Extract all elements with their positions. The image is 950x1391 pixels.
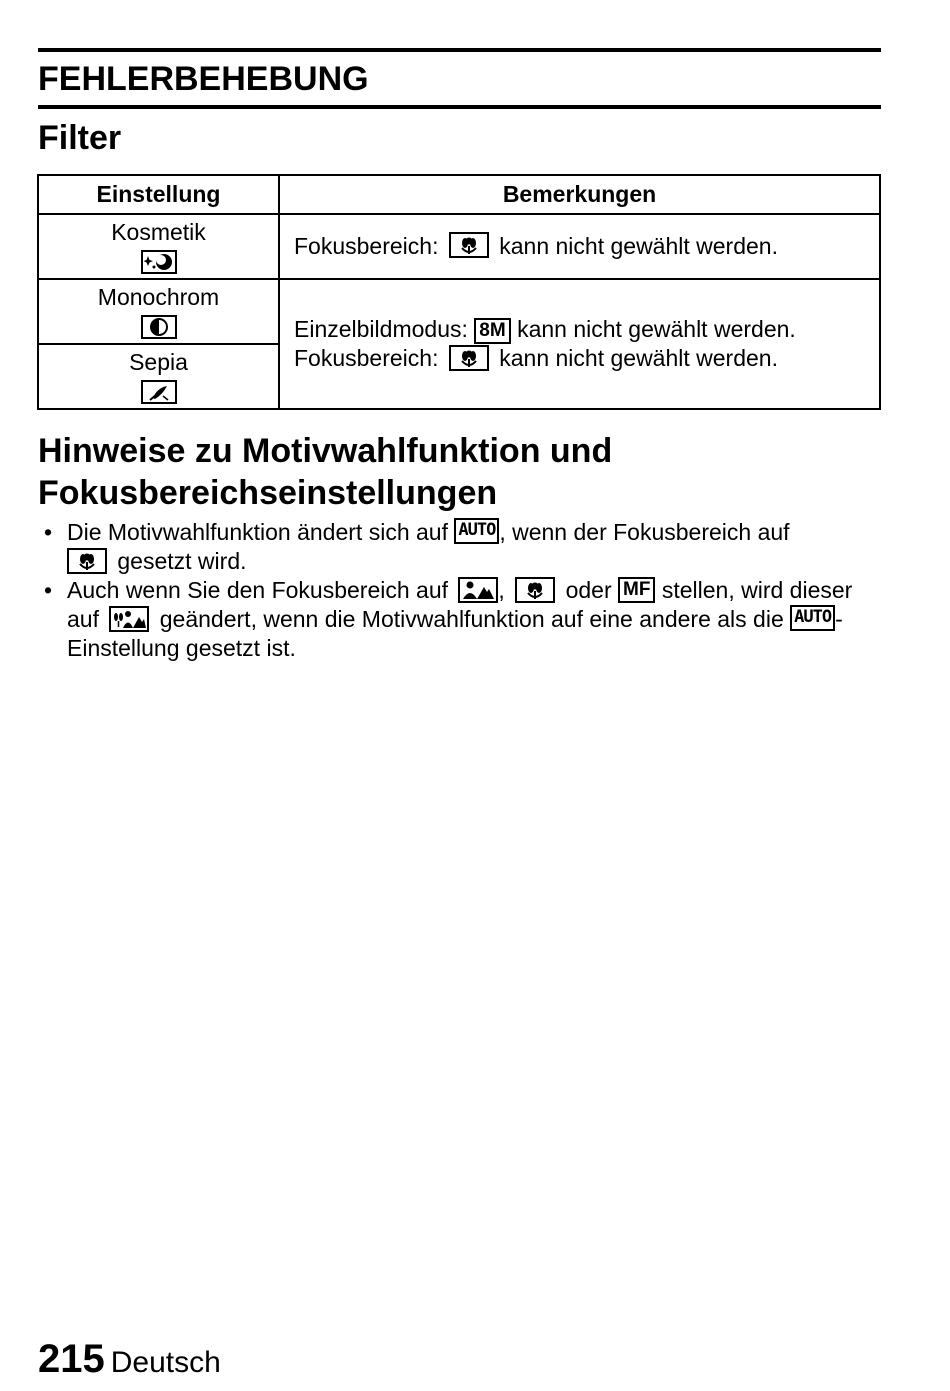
note-text: gesetzt wird. <box>117 547 247 574</box>
note-text: Auch wenn Sie den Fokusbereich auf <box>67 576 449 603</box>
cosmetic-icon <box>141 250 177 274</box>
notes-heading <box>38 430 612 514</box>
remarks-cell <box>279 214 880 279</box>
not-selectable-text: kann nicht gewählt werden. <box>499 345 778 371</box>
column-header-remarks: Bemerkungen <box>279 175 880 214</box>
remarks-cell <box>279 279 880 409</box>
note-text: oder <box>565 576 612 603</box>
header-rule <box>38 105 881 109</box>
bullet: • <box>44 576 53 603</box>
setting-name: Monochrom <box>97 284 220 310</box>
remark-line <box>294 315 879 344</box>
notes-list <box>38 518 883 662</box>
auto-icon: AUTO <box>454 518 499 544</box>
table-header-row <box>38 175 880 214</box>
filter-table <box>37 174 881 410</box>
list-item <box>38 518 883 576</box>
section-title: FEHLERBEHEBUNG <box>38 60 369 98</box>
monochrome-icon <box>141 315 177 339</box>
full-range-icon <box>109 606 149 632</box>
table-row <box>38 279 880 344</box>
list-item <box>38 576 883 662</box>
column-header-setting: Einstellung <box>38 175 279 214</box>
manual-focus-icon: MF <box>618 577 655 603</box>
note-text: , wenn der Fokusbereich auf <box>499 519 790 545</box>
macro-icon <box>449 345 489 371</box>
page-footer <box>38 1336 221 1391</box>
setting-cell <box>38 279 279 344</box>
focus-label: Fokusbereich: <box>294 232 439 259</box>
macro-icon <box>67 548 107 574</box>
setting-name: Sepia <box>129 349 188 375</box>
auto-icon: AUTO <box>790 605 835 631</box>
macro-icon <box>515 577 555 603</box>
normal-range-icon <box>458 577 498 603</box>
not-selectable-text: kann nicht gewählt werden. <box>499 232 778 259</box>
not-selectable-text: kann nicht gewählt werden. <box>517 316 796 342</box>
macro-icon <box>449 232 489 258</box>
bullet: • <box>44 519 53 545</box>
filter-heading: Filter <box>38 119 122 157</box>
note-text: stellen, wird dieser auf <box>67 576 853 632</box>
top-rule <box>38 48 881 52</box>
note-text: Die Motivwahlfunktion ändert sich auf <box>67 519 448 545</box>
page-number: 215 <box>38 1337 105 1381</box>
note-text: , <box>498 576 505 603</box>
language-label: Deutsch <box>110 1346 221 1379</box>
remark-line <box>294 344 879 373</box>
sepia-icon <box>141 380 177 404</box>
single-mode-label: Einzelbildmodus: <box>294 316 468 342</box>
focus-label: Fokusbereich: <box>294 345 439 371</box>
notes-heading-line2: Fokusbereichseinstellungen <box>38 474 498 512</box>
note-text: -Einstellung gesetzt ist. <box>67 605 843 661</box>
setting-cell <box>38 214 279 279</box>
setting-name: Kosmetik <box>111 219 206 245</box>
setting-cell <box>38 344 279 409</box>
notes-heading-line1: Hinweise zu Motivwahlfunktion und <box>38 432 613 470</box>
table-row <box>38 214 880 279</box>
note-text: geändert, wenn die Motivwahlfunktion auf eine andere als die <box>159 605 784 632</box>
resolution-8m-icon: 8M <box>474 318 510 344</box>
